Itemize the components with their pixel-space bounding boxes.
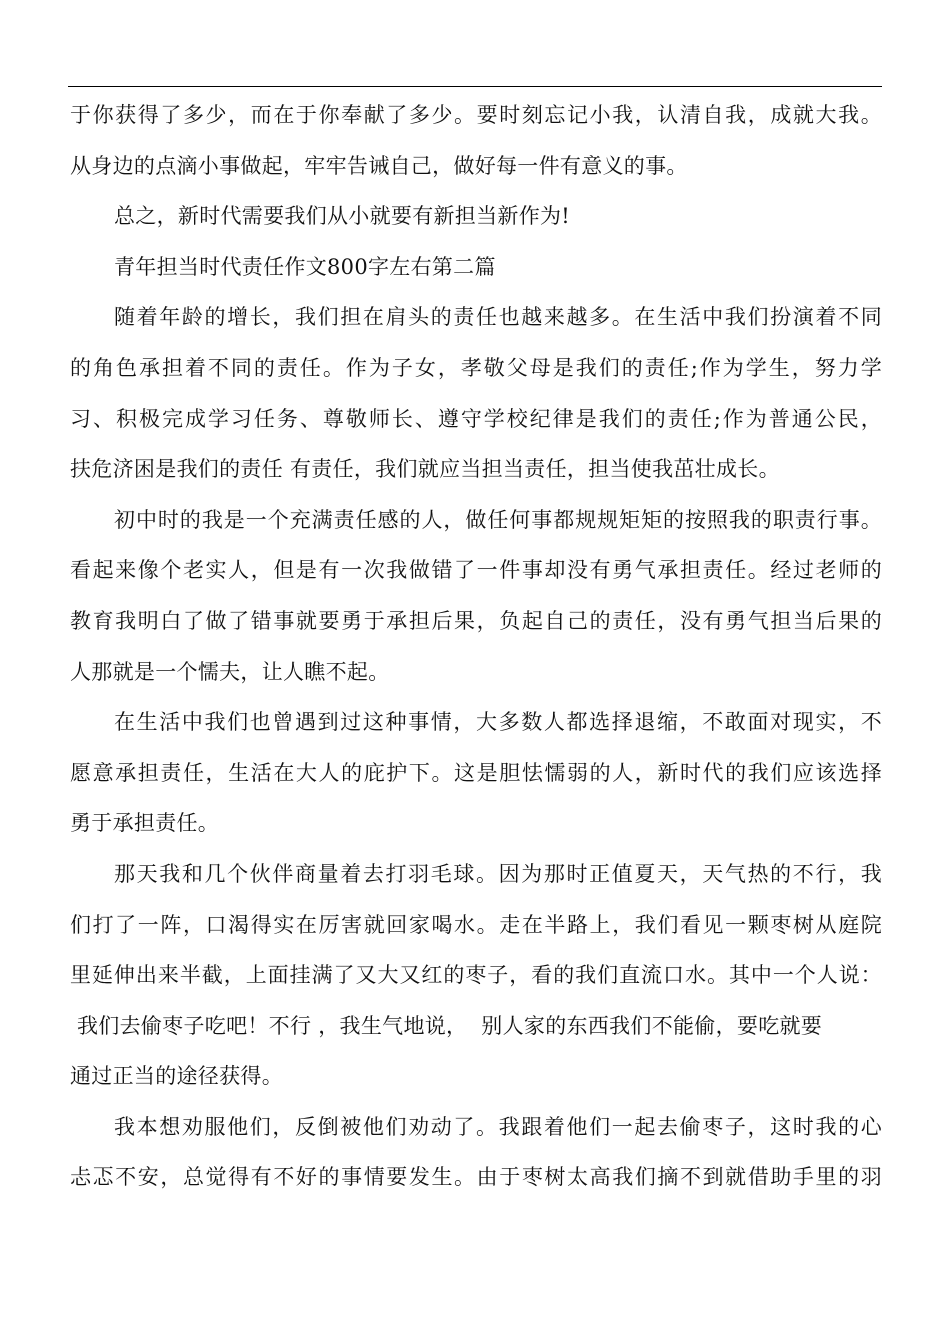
text-line-18: 里延伸出来半截，上面挂满了又大又红的枣子，看的我们直流口水。其中一个人说： — [70, 963, 882, 988]
text-line-20: 通过正当的途径获得。 — [70, 1064, 283, 1089]
text-line-1: 于你获得了多少，而在于你奉献了多少。要时刻忘记小我，认清自我，成就大我。 — [70, 103, 882, 127]
text-line-13: 在生活中我们也曾遇到过这种事情，大多数人都选择退缩，不敢面对现实，不 — [114, 710, 882, 735]
text-line-15: 勇于承担责任。 — [70, 811, 220, 836]
text-line-22: 忐忑不安，总觉得有不好的事情要发生。由于枣树太高我们摘不到就借助手里的羽 — [70, 1165, 882, 1190]
document-body — [70, 90, 882, 1203]
text-line-8: 扶危济困是我们的责任 有责任，我们就应当担当责任，担当使我茁壮成长。 — [70, 457, 780, 482]
section-heading: 青年担当时代责任作文800字左右第二篇 — [114, 254, 496, 279]
text-line-19: 我们去偷枣子吃吧！不行 ，我生气地说， 别人家的东西我们不能偷，要吃就要 — [70, 1013, 823, 1038]
text-line-6: 的角色承担着不同的责任。作为子女，孝敬父母是我们的责任;作为学生，努力学 — [70, 355, 882, 380]
header-rule — [68, 86, 882, 87]
text-line-12: 人那就是一个懦夫，让人瞧不起。 — [70, 659, 390, 684]
text-line-16: 那天我和几个伙伴商量着去打羽毛球。因为那时正值夏天，天气热的不行，我 — [114, 861, 882, 886]
text-line-2: 从身边的点滴小事做起，牢牢告诫自己，做好每一件有意义的事。 — [70, 153, 688, 178]
text-line-17: 们打了一阵，口渴得实在厉害就回家喝水。走在半路上，我们看见一颗枣树从庭院 — [70, 912, 882, 937]
text-line-10: 看起来像个老实人，但是有一次我做错了一件事却没有勇气承担责任。经过老师的 — [70, 558, 882, 583]
text-line-11: 教育我明白了做了错事就要勇于承担后果，负起自己的责任，没有勇气担当后果的 — [70, 608, 882, 633]
text-line-21: 我本想劝服他们，反倒被他们劝动了。我跟着他们一起去偷枣子，这时我的心 — [114, 1114, 882, 1139]
text-line-9: 初中时的我是一个充满责任感的人，做任何事都规规矩矩的按照我的职责行事。 — [114, 507, 882, 532]
text-line-5: 随着年龄的增长，我们担在肩头的责任也越来越多。在生活中我们扮演着不同 — [114, 305, 882, 330]
text-line-3: 总之，新时代需要我们从小就要有新担当新作为! — [114, 204, 571, 229]
text-line-14: 愿意承担责任，生活在大人的庇护下。这是胆怯懦弱的人，新时代的我们应该选择 — [70, 760, 882, 785]
text-line-7: 习、积极完成学习任务、尊敬师长、遵守学校纪律是我们的责任;作为普通公民， — [70, 406, 882, 431]
